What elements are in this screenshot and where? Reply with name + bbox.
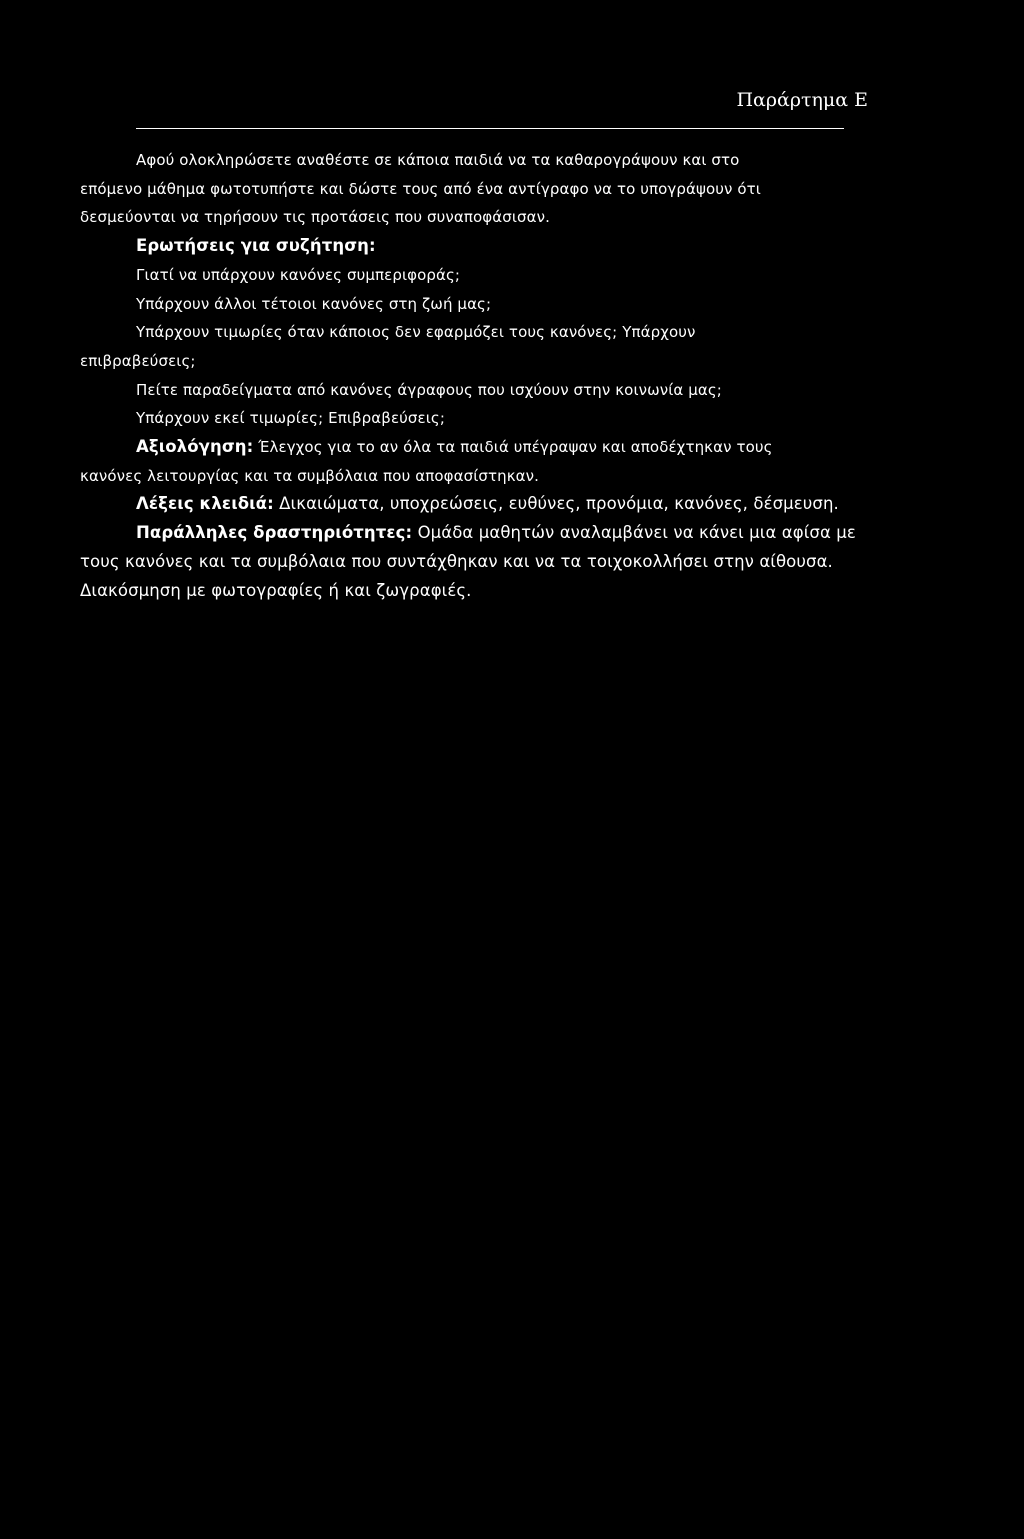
question-item: Υπάρχουν εκεί τιμωρίες; Επιβραβεύσεις; [136, 409, 445, 428]
parallel-activities-continuation: τους κανόνες και τα συμβόλαια που συντάχθηκαν και να τα τοιχοκολλήσει στην αίθουσα. [80, 551, 833, 571]
parallel-activities-text: Ομάδα μαθητών αναλαμβάνει να κάνει μια αφίσα με [412, 523, 856, 543]
page-body [80, 146, 860, 605]
paragraph-line: δεσμεύονται να τηρήσουν τις προτάσεις που συναποφάσισαν. [80, 208, 550, 227]
evaluation-heading: Αξιολόγηση: [136, 437, 254, 457]
evaluation-paragraph [80, 433, 860, 462]
parallel-activities-heading: Παράλληλες δραστηριότητες: [136, 523, 413, 543]
question-item: Υπάρχουν άλλοι τέτοιοι κανόνες στη ζωή μας; [136, 294, 492, 313]
paragraph-line: Αφού ολοκληρώσετε αναθέστε σε κάποια παιδιά να τα καθαρογράψουν και στο [136, 151, 740, 169]
parallel-activities-continuation: Διακόσμηση με φωτογραφίες ή και ζωγραφιές. [80, 580, 472, 600]
discussion-heading: Ερωτήσεις για συζήτηση: [136, 236, 376, 256]
question-item: Γιατί να υπάρχουν κανόνες συμπεριφοράς; [136, 265, 461, 284]
evaluation-continuation: κανόνες λειτουργίας και τα συμβόλαια που αποφασίστηκαν. [80, 466, 539, 485]
question-item: Υπάρχουν τιμωρίες όταν κάποιος δεν εφαρμόζει τους κανόνες; Υπάρχουν [136, 323, 696, 342]
header-rule [136, 128, 844, 129]
question-item: Πείτε παραδείγματα από κανόνες άγραφους που ισχύουν στην κοινωνία μας; [136, 380, 722, 399]
question-item-continuation: επιβραβεύσεις; [80, 351, 196, 370]
keywords-text: Δικαιώματα, υποχρεώσεις, ευθύνες, προνόμια, κανόνες, δέσμευση. [273, 494, 839, 514]
keywords-paragraph [80, 490, 860, 519]
page-header-title: Παράρτημα Ε [736, 89, 868, 111]
keywords-heading: Λέξεις κλειδιά: [136, 494, 274, 514]
evaluation-text: Έλεγχος για το αν όλα τα παιδιά υπέγραψαν και αποδέχτηκαν τους [253, 438, 773, 457]
paragraph-line: επόμενο μάθημα φωτοτυπήστε και δώστε τους από ένα αντίγραφο να το υπογράψουν ότι [80, 179, 761, 198]
parallel-activities-paragraph [80, 519, 860, 548]
